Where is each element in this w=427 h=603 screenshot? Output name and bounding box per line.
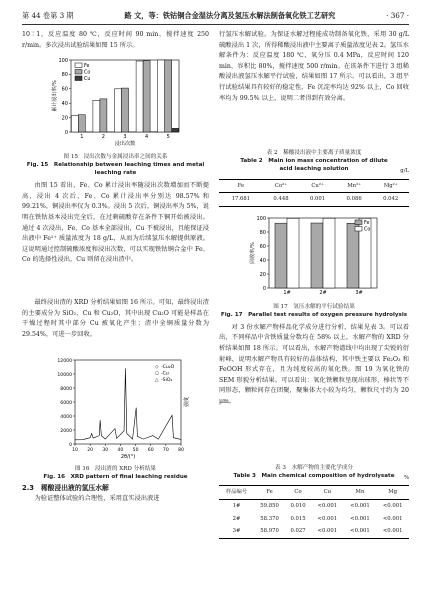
y-tick-label: 80 bbox=[259, 229, 266, 236]
table-cell: <0.001 bbox=[317, 515, 338, 522]
y-tick-label: 60 bbox=[61, 86, 68, 93]
y-tick-label: 40 bbox=[61, 101, 68, 108]
bar-fe bbox=[92, 101, 99, 133]
x-tick-label: 60 bbox=[147, 448, 154, 454]
bar-cu bbox=[171, 129, 178, 133]
page-header bbox=[22, 9, 409, 22]
table-cell: 0.015 bbox=[290, 515, 306, 522]
table-cell: 0.042 bbox=[383, 196, 399, 203]
figure-caption-en: Fig. 16 XRD pattern of final leaching residue bbox=[43, 474, 188, 481]
figure-caption: 图 17 氢压水解的平行试验结果 bbox=[273, 303, 355, 310]
table-3 bbox=[219, 485, 409, 538]
y-tick-label: 2000 bbox=[59, 428, 72, 434]
table-title-en: Table 2 Main ion mass concentration of dilute bbox=[240, 158, 388, 164]
y-tick-label: 0 bbox=[68, 442, 72, 448]
paragraph: 由图 15 看出，Fe、Co 累计浸出率随浸出次数增加而不断提高，浸出 4 次后，Fe、Co 累计浸出率分别达 98.57% 和 99.21%，铜浸出率仅为 0.3%。浸出 5 次后，铜浸出率为 5%，说明在铁钴基本浸出完全后，在过剩硫酸存在条件下铜开始被浸出。通过 4 次浸出，Fe、Co 基本全部浸出，Cu 不被浸出，且能保证浸出液中 Fe²⁺ 质量浓度为 18 g/L，从而为后续氢压水解提供原液。这说明通过控制硫酸浓度和浸出次数，可以实现铁钴铜合金中 Fe、Co 的选择性浸出，Cu 则留在浸出渣中。 bbox=[22, 182, 209, 264]
x-tick-label: 2# bbox=[319, 289, 327, 296]
x-tick-label: 10 bbox=[71, 448, 78, 454]
table-title: 表 3 水解产物的主要化学成分 bbox=[274, 464, 354, 471]
running-title: 路 文，等：铁钴铜合金湿法分离及氢压水解法制备氧化铁工艺研究 bbox=[124, 10, 336, 20]
xrd-chart bbox=[41, 355, 191, 465]
table-row bbox=[219, 193, 409, 207]
bar-co bbox=[287, 218, 299, 288]
x-tick-label: 30 bbox=[101, 448, 108, 454]
figure-15 bbox=[41, 55, 191, 153]
table-cell: <0.001 bbox=[317, 502, 338, 509]
table-title-en: Table 3 Main chemical composition of hydrolysate bbox=[233, 472, 395, 479]
legend-label: Cu bbox=[83, 77, 90, 83]
table-header: Fe bbox=[237, 182, 245, 189]
table-cell: 0.448 bbox=[273, 196, 289, 203]
x-tick-label: 3# bbox=[355, 289, 363, 296]
bar-co bbox=[99, 99, 106, 132]
table-cell: 0.010 bbox=[290, 502, 306, 509]
legend-label: Fe bbox=[364, 220, 370, 226]
table-header: Mn bbox=[355, 489, 365, 496]
bar-co bbox=[121, 88, 128, 132]
legend-label: Co bbox=[83, 70, 90, 76]
table-cell: 2# bbox=[232, 515, 241, 522]
legend-label: -SiO₂ bbox=[160, 378, 172, 384]
x-tick-label: 70 bbox=[162, 448, 169, 454]
figure-17 bbox=[239, 213, 389, 303]
y-tick-label: 60 bbox=[259, 243, 266, 250]
x-tick-label: 40 bbox=[116, 448, 123, 454]
x-tick-label: 50 bbox=[132, 448, 139, 454]
table-cell: 1# bbox=[232, 502, 241, 509]
table-header: Co²⁺ bbox=[274, 182, 288, 189]
bar-fe bbox=[71, 116, 78, 133]
table-header: 样品编号 bbox=[225, 489, 248, 496]
journal-issue: 第 44 卷第 3 期 bbox=[22, 10, 74, 20]
legend-swatch bbox=[355, 220, 362, 225]
table-cell: 58.970 bbox=[260, 528, 279, 535]
bar-chart-leaching-times bbox=[41, 55, 191, 153]
x-tick-label: 2 bbox=[101, 134, 105, 141]
figure-16 bbox=[41, 355, 191, 465]
legend-label: Fe bbox=[83, 64, 89, 70]
paragraph: 为验证整体试验的合理性，采用直实浸出液进 bbox=[34, 494, 160, 502]
y-tick-label: 0 bbox=[262, 285, 266, 292]
y-tick-label: 12000 bbox=[56, 358, 72, 364]
legend-swatch bbox=[75, 63, 82, 68]
paragraph: 10∶1，反应温度 80 ℃，反应时间 90 min，搅拌速度 250 r/min。多次浸出试验结果如图 15 所示。 bbox=[22, 31, 209, 49]
table-cell: 0.001 bbox=[309, 196, 326, 203]
table-header: Mn²⁺ bbox=[347, 182, 362, 189]
paragraph: 行氢压水解试验。为保证水解过程能成功制备氧化铁，采用 30 g/L 硫酸浸出 1 次，所得稀酸浸出液中主要离子质量浓度见表 2。氢压水解条件为：反应温度 180 ℃，氧分压 0.4 MPa，反应时间 120 min，容积比 80%，搅拌速度 500 r/min。在该条件下进行 3 组稀酸浸出液氢压水解平行试验，结果如图 17 所示。可以看出，3 组平行试验结果具有较好的稳定性，Fe 沉淀率均达 92% 以上，Co 回收率均为 99.5% 以上，说明二者得到有效分离。 bbox=[219, 31, 409, 102]
y-tick-label: 10000 bbox=[56, 372, 72, 378]
table-cell: 17.681 bbox=[231, 196, 251, 203]
bar-chart-parallel-tests bbox=[239, 213, 389, 303]
x-tick-label: 3 bbox=[122, 134, 127, 141]
table-cell: <0.001 bbox=[382, 502, 403, 509]
legend-label: Co bbox=[364, 227, 371, 233]
table-cell: 0.086 bbox=[346, 196, 362, 203]
legend-swatch bbox=[75, 76, 82, 81]
table-cell: <0.001 bbox=[382, 528, 403, 535]
table-row bbox=[219, 499, 409, 512]
table-cell: 58.370 bbox=[260, 515, 279, 522]
header-rule bbox=[22, 24, 409, 25]
bar-fe bbox=[157, 60, 164, 132]
bar-fe bbox=[275, 223, 287, 288]
legend-marker: △ bbox=[154, 378, 159, 384]
x-tick-label: 5 bbox=[166, 134, 170, 141]
legend-marker: ◇ bbox=[154, 365, 159, 371]
table-header: Fe bbox=[266, 489, 273, 496]
x-axis-label: 浸出次数 bbox=[114, 141, 135, 148]
y-tick-label: 20 bbox=[61, 115, 68, 122]
figure-caption: 图 15 浸出次数与金属浸出率之间的关系 bbox=[63, 154, 168, 161]
bar-fe bbox=[311, 223, 323, 288]
x-tick-label: 1# bbox=[283, 289, 291, 296]
legend-swatch bbox=[355, 226, 362, 231]
page-number: · 367 · bbox=[386, 11, 409, 20]
y-tick-label: 20 bbox=[259, 271, 266, 278]
y-axis-label: 回收率/% bbox=[250, 242, 256, 264]
table-unit: g/L bbox=[400, 168, 409, 174]
bar-fe bbox=[347, 223, 359, 288]
x-axis-label: 2θ/(°) bbox=[120, 454, 135, 461]
y-axis-label: 强度 bbox=[183, 397, 190, 408]
table-cell: <0.001 bbox=[350, 515, 370, 522]
table-cell: 59.850 bbox=[260, 502, 279, 509]
table-title-en: acid leaching solution bbox=[279, 166, 349, 172]
table-cell: <0.001 bbox=[350, 528, 370, 535]
right-column bbox=[219, 30, 409, 539]
table-unit: % bbox=[403, 474, 409, 481]
x-tick-label: 4 bbox=[144, 134, 148, 141]
left-column bbox=[22, 30, 209, 504]
y-tick-label: 100 bbox=[57, 57, 68, 64]
table-title: 表 2 稀酸浸出液中主要离子质量浓度 bbox=[266, 150, 362, 156]
x-tick-label: 20 bbox=[86, 448, 93, 454]
table-cell: <0.001 bbox=[350, 502, 370, 509]
y-tick-label: 4000 bbox=[59, 414, 72, 420]
y-axis-label: 累计浸出率/% bbox=[51, 80, 58, 112]
legend-swatch bbox=[75, 70, 82, 75]
section-heading: 2.3 稀酸浸出液的氢压水解 bbox=[22, 484, 109, 493]
table-header: Mg²⁺ bbox=[383, 182, 398, 189]
figure-caption-en: Fig. 15 Relationship between leaching times and metal leaching rate bbox=[26, 162, 205, 177]
figure-caption-en: Fig. 17 Parallel test results of oxygen pressure hydrolysis bbox=[220, 311, 408, 318]
y-tick-label: 8000 bbox=[59, 386, 72, 392]
x-tick-label: 80 bbox=[177, 448, 184, 454]
table-header: Cu²⁺ bbox=[311, 182, 324, 189]
bar-co bbox=[143, 61, 150, 132]
bar-co bbox=[323, 218, 335, 288]
table-cell: <0.001 bbox=[317, 528, 338, 535]
bar-fe bbox=[114, 89, 121, 132]
y-tick-label: 100 bbox=[256, 215, 266, 222]
table-cell: 3# bbox=[232, 528, 241, 535]
bar-co bbox=[78, 115, 85, 132]
table-row bbox=[219, 525, 409, 538]
y-tick-label: 80 bbox=[61, 72, 68, 79]
bar-co bbox=[164, 60, 171, 132]
paragraph: 对 3 份水解产物样品化学成分进行分析，结果见表 3。可以看出，不同样品中含铁质量分数均在 58% 以上，水解产物的 XRD 分析结果如图 18 所示。可以看出，水解产物谱线中均出现了尖锐的衍射峰，说明水解产物具有较好的晶体结构，其中铁主要以 Fe₂O₃ 和 FeOOH 形式存在，且为纯度较高的氧化铁。图 19 为氧化铁的 SEM 形貌分析结果。可以看出：氧化铁颗粒呈现出球形、棒状等不同形态，颗粒间存在团聚，聚集体大小较为均匀，颗粒尺寸约为 20 μm。 bbox=[219, 323, 409, 405]
table-header: Cu bbox=[323, 489, 332, 496]
table-header: Co bbox=[294, 489, 302, 496]
paragraph: 最终浸出渣的 XRD 分析结果如图 16 所示。可知，最终浸出渣的主要成分为 SiO₂、Cu 和 Cu₂O，其中出现 Cu₂O 可能是样品在干燥过程时其中部分 Cu 被氧化产生；渣中全铜质量分数为 29.54%，可进一步回收。 bbox=[22, 299, 209, 338]
legend-marker: ○ bbox=[154, 371, 159, 377]
legend-label: -Cu bbox=[160, 371, 169, 377]
table-2 bbox=[219, 179, 409, 207]
y-tick-label: 6000 bbox=[59, 400, 72, 406]
table-cell: 0.027 bbox=[290, 528, 306, 535]
table-header: Mg bbox=[388, 489, 398, 496]
y-tick-label: 0 bbox=[64, 129, 68, 136]
y-tick-label: 40 bbox=[259, 257, 266, 264]
bar-fe bbox=[136, 61, 143, 132]
figure-caption: 图 16 浸出渣的 XRD 分析结果 bbox=[74, 466, 157, 473]
table-cell: <0.001 bbox=[382, 515, 403, 522]
table-row bbox=[219, 513, 409, 526]
legend-label: -Cu₂O bbox=[160, 365, 174, 371]
x-tick-label: 1 bbox=[79, 134, 83, 141]
